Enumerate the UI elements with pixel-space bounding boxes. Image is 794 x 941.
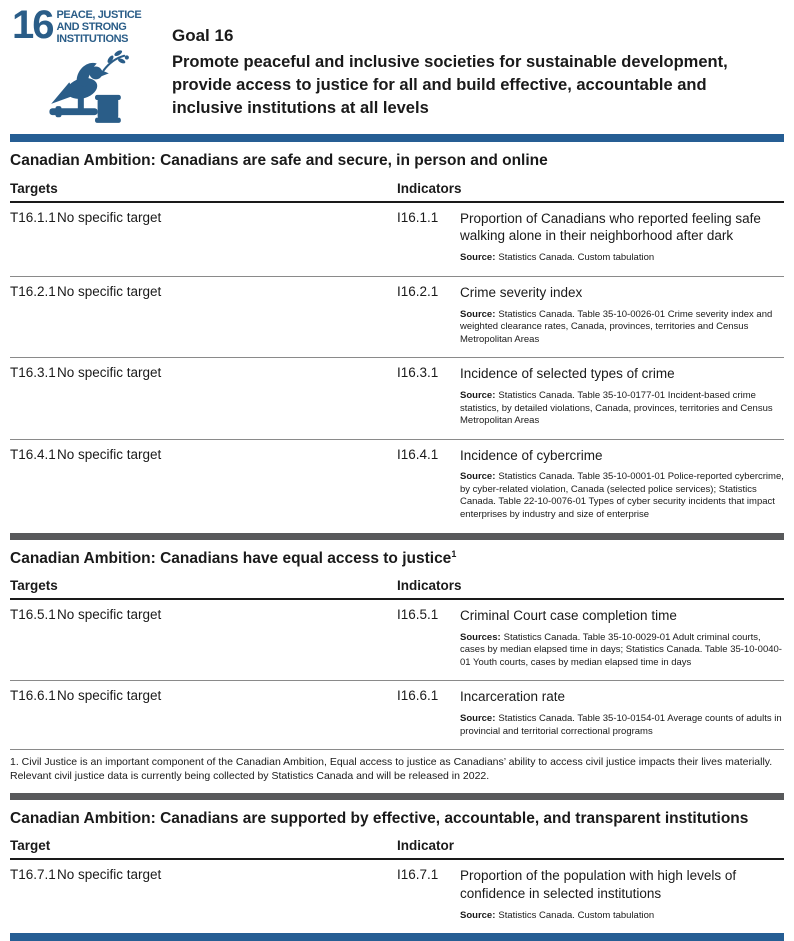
indicator-cell [460,210,784,265]
dove-olive-branch-gavel-icon [46,47,158,128]
target-text: No specific target [57,606,162,622]
source-label: Source: [460,308,496,320]
source-text: Statistics Canada. Table 35-10-0029-01 Adult criminal courts, cases by median elapsed time in days; Statistics Canada. Table 35-10-0040-01 Youth courts, cases by median elapsed time in days [460,631,782,668]
goal-title-block [172,8,747,128]
source-line [460,910,784,923]
column-header-indicators: Indicators [397,180,462,196]
table-row [10,680,784,749]
column-header-indicators: Indicators [397,577,462,593]
section-title-sup: 1 [451,548,457,559]
source-text: Statistics Canada. Table 35-10-0177-01 Incident-based crime statistics, by detailed violations, Canada, provinces, territories and Census Metropolitan Areas [460,389,773,427]
target-text: No specific target [57,688,162,704]
section-rows [10,203,784,533]
goal-description: Promote peaceful and inclusive societies for sustainable development, provide access to justice for all and build effective, accountable and inclusive institutions at all levels [172,53,728,117]
column-header-targets: Targets [10,180,58,196]
target-text: No specific target [57,867,162,883]
source-label: Source: [460,389,496,401]
source-text: Statistics Canada. Table 35-10-0001-01 Police-reported cybercrime, by cyber-related violation, Canada (selected police services); Statistics Canada. Table 22-10-0076-01 Types of cyber security incidents that impact enterprises by industry and size of enterprise [460,471,784,520]
source-line [460,252,784,265]
indicator-cell [460,867,784,922]
target-text: No specific target [57,446,162,462]
indicator-title: Incidence of selected types of crime [460,366,675,382]
indicator-title: Incidence of cybercrime [460,447,603,463]
source-line [460,390,784,428]
indicator-code: I16.7.1 [397,867,439,883]
section-title-text: Canadian Ambition: Canadians have equal access to justice [10,549,452,567]
goal-label: Goal 16 [172,26,234,45]
source-label: Source: [460,713,496,725]
table-row [10,357,784,438]
target-code: T16.5.1 [10,606,56,622]
indicator-code: I16.4.1 [397,446,439,462]
indicator-code: I16.2.1 [397,283,439,299]
indicator-cell [460,284,784,346]
indicator-cell [460,688,784,738]
table-row [10,203,784,276]
footnote: 1. Civil Justice is an important component of the Canadian Ambition, Equal access to justice as Canadians’ ability to access civil justice impacts their lives materially. Relevant civil justice data is currently being collected by Statistics Canada and will be released in 2022. [10,749,784,793]
ambition-section-access-justice [0,540,794,793]
source-text: Statistics Canada. Table 35-10-0026-01 Crime severity index and weighted clearance rates, Canada, provinces, territories and Census Metropolitan Areas [460,308,773,345]
indicator-cell [460,365,784,427]
ambition-section-institutions [0,800,794,933]
section-title-text: Canadian Ambition: Canadians are safe and secure, in person and online [10,152,548,170]
column-headers [10,835,784,860]
indicator-code: I16.6.1 [397,688,439,704]
sdg16-logo [12,3,158,128]
target-code: T16.1.1 [10,209,56,225]
ambition-section-safe-secure [0,142,794,532]
indicator-code: I16.3.1 [397,365,439,381]
source-label: Source: [460,909,496,921]
source-line [460,713,784,738]
section-divider-bar [10,533,784,540]
source-line [460,632,784,670]
section-title [10,809,784,829]
source-label: Source: [460,471,496,483]
page-header [0,0,794,134]
source-line [460,309,784,347]
target-code: T16.7.1 [10,867,56,883]
table-row [10,439,784,533]
section-rows [10,600,784,749]
section-title-text: Canadian Ambition: Canadians are supported by effective, accountable, and transparent institutions [10,809,749,827]
goal-name-line: INSTITUTIONS [56,32,129,45]
column-header-target: Target [10,838,51,854]
indicator-title: Proportion of Canadians who reported feeling safe walking alone in their neighborhood after dark [460,210,761,244]
target-text: No specific target [57,365,162,381]
section-title [10,151,784,171]
section-divider-bar [10,793,784,800]
table-row [10,600,784,680]
goal-name-line: PEACE, JUSTICE [56,9,142,21]
source-line [460,471,784,521]
target-text: No specific target [57,209,162,225]
footer-bar [10,933,784,941]
column-header-indicator: Indicator [397,838,455,854]
indicator-title: Incarceration rate [460,689,566,705]
target-code: T16.2.1 [10,283,56,299]
indicator-title: Proportion of the population with high levels of confidence in selected institutions [460,868,737,901]
column-header-targets: Targets [10,577,58,593]
source-label: Sources: [460,631,501,643]
column-headers [10,178,784,203]
indicator-title: Criminal Court case completion time [460,607,677,623]
goal-number: 16 [12,3,53,47]
section-title [10,549,784,569]
header-divider-bar [10,134,784,142]
goal-name [57,8,142,45]
indicator-title: Crime severity index [460,284,583,300]
source-text: Statistics Canada. Table 35-10-0154-01 Average counts of adults in provincial and territorial correctional programs [460,713,782,737]
indicator-cell [460,607,784,669]
goal-name-line: AND STRONG [56,20,127,33]
sdg16-logo-text [12,3,158,47]
section-rows [10,860,784,933]
table-row [10,860,784,933]
target-text: No specific target [57,283,162,299]
column-headers [10,575,784,600]
target-code: T16.4.1 [10,446,56,462]
indicator-code: I16.1.1 [397,209,439,225]
source-text: Statistics Canada. Custom tabulation [498,252,655,264]
target-code: T16.6.1 [10,688,56,704]
target-code: T16.3.1 [10,365,56,381]
table-row [10,276,784,357]
source-text: Statistics Canada. Custom tabulation [498,909,655,921]
source-label: Source: [460,252,496,264]
indicator-code: I16.5.1 [397,606,439,622]
indicator-cell [460,447,784,522]
